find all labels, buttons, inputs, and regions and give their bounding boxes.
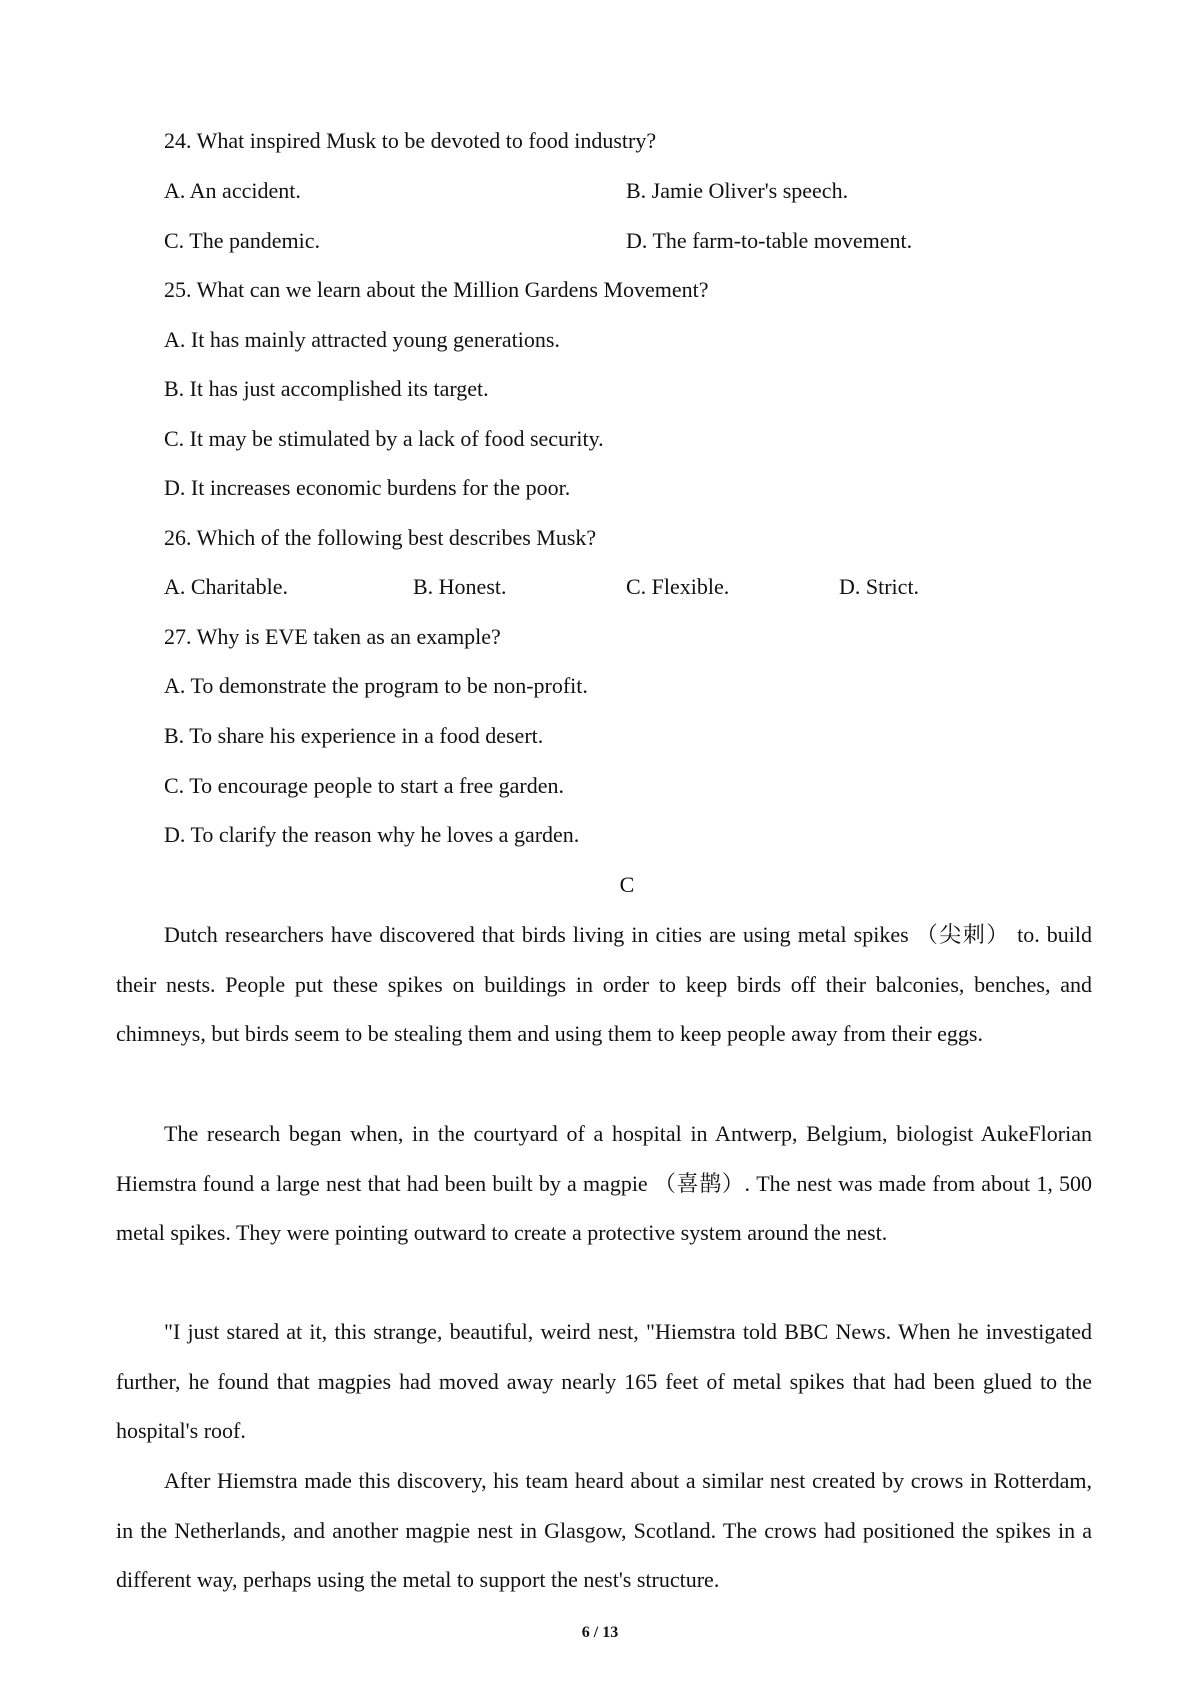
question-24-stem: 24. What inspired Musk to be devoted to food industry? xyxy=(164,128,657,153)
section-heading: C xyxy=(619,872,635,897)
q25-option-d: D. It increases economic burdens for the poor. xyxy=(164,475,571,500)
q27-option-d: D. To clarify the reason why he loves a garden. xyxy=(164,822,580,847)
q26-option-b: B. Honest. xyxy=(413,574,507,599)
q25-option-c: C. It may be stimulated by a lack of food security. xyxy=(164,426,604,451)
q25-option-b: B. It has just accomplished its target. xyxy=(164,376,489,401)
passage-paragraph-3: "I just stared at it, this strange, beautiful, weird nest, "Hiemstra told BBC News. When he investigated further, he found that magpies had moved away nearly 165 feet of metal spikes that had been glued to the hospital's roof. xyxy=(116,1319,1092,1444)
question-27-stem: 27. Why is EVE taken as an example? xyxy=(164,624,501,649)
passage-paragraph-4: After Hiemstra made this discovery, his team heard about a similar nest created by crows in Rotterdam, in the Netherlands, and another magpie nest in Glasgow, Scotland. The crows had positioned the spikes in a different way, perhaps using the metal to support the nest's structure. xyxy=(116,1468,1092,1593)
question-25-stem: 25. What can we learn about the Million Gardens Movement? xyxy=(164,277,709,302)
q25-option-a: A. It has mainly attracted young generations. xyxy=(164,327,560,352)
question-26-stem: 26. Which of the following best describes Musk? xyxy=(164,525,597,550)
q27-option-c: C. To encourage people to start a free garden. xyxy=(164,773,564,798)
passage-paragraph-1: Dutch researchers have discovered that birds living in cities are using metal spikes （尖刺） to. build their nests. People put these spikes on buildings in order to keep birds off their balconies, benches, and chimneys, but birds seem to be stealing them and using them to keep people away from their eggs. xyxy=(116,922,1092,1047)
page-number: 6 / 13 xyxy=(581,1624,619,1641)
q26-option-c: C. Flexible. xyxy=(626,574,730,599)
q24-option-b: B. Jamie Oliver's speech. xyxy=(626,178,849,203)
q26-option-a: A. Charitable. xyxy=(164,574,289,599)
passage-paragraph-2: The research began when, in the courtyard of a hospital in Antwerp, Belgium, biologist AukeFlorian Hiemstra found a large nest that had been built by a magpie （喜鹊）. The nest was made from about 1, 500 metal spikes. They were pointing outward to create a protective system around the nest. xyxy=(116,1121,1092,1246)
q26-option-d: D. Strict. xyxy=(839,574,920,599)
q24-option-a: A. An accident. xyxy=(164,178,301,203)
q27-option-b: B. To share his experience in a food desert. xyxy=(164,723,544,748)
q27-option-a: A. To demonstrate the program to be non-profit. xyxy=(164,673,588,698)
q24-option-d: D. The farm-to-table movement. xyxy=(626,228,913,253)
q24-option-c: C. The pandemic. xyxy=(164,228,320,253)
